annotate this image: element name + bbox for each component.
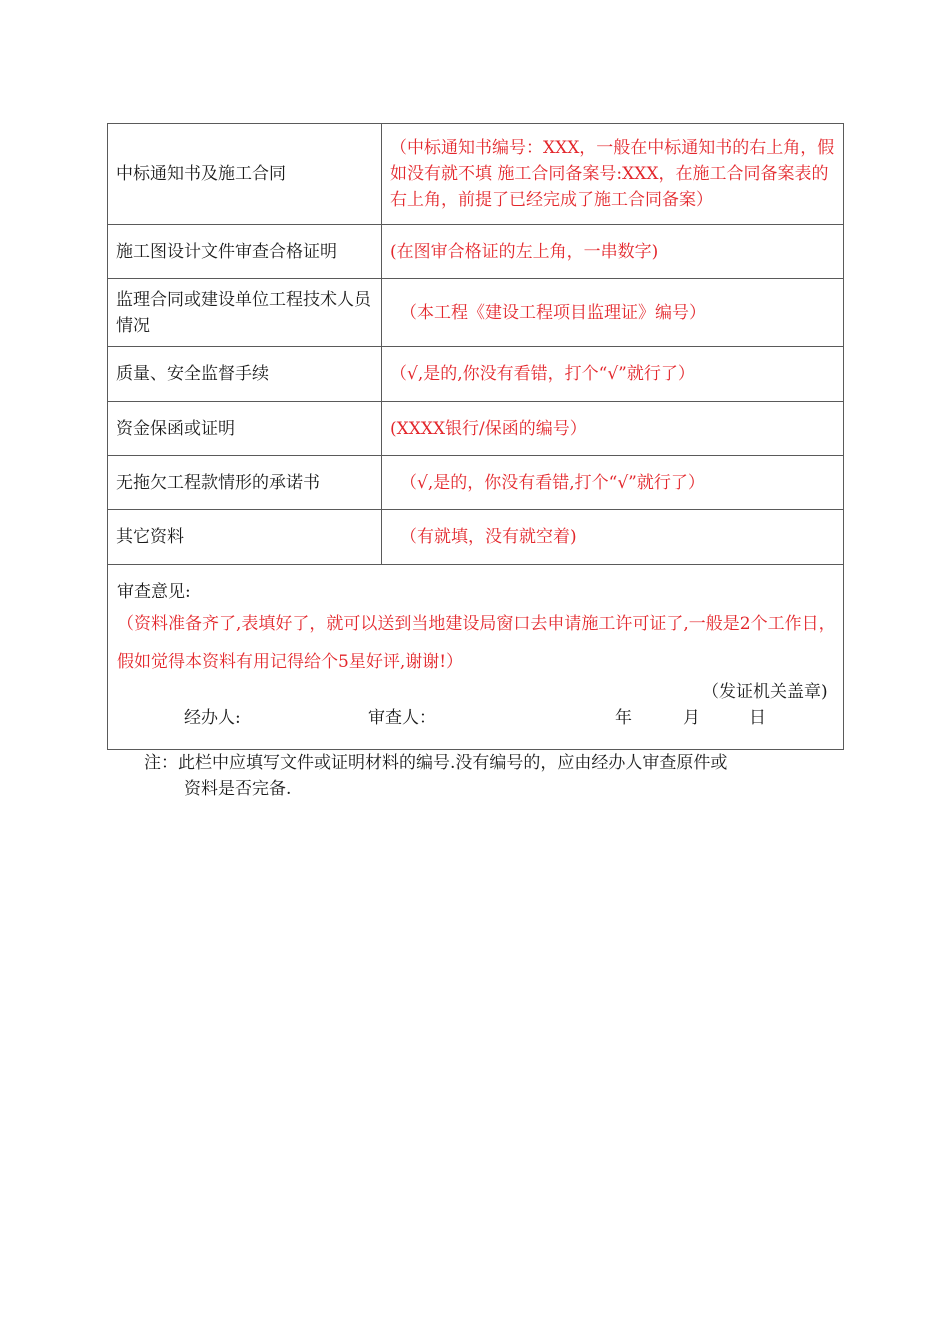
month-label: 月 <box>683 708 700 728</box>
review-row <box>108 565 844 750</box>
table-row <box>108 124 844 225</box>
footnote-line-1: 注：此栏中应填写文件或证明材料的编号.没有编号的，应由经办人审查原件或 <box>144 753 728 773</box>
row-label: 监理合同或建设单位工程技术人员情况 <box>108 279 382 347</box>
review-comment: （资料准备齐了,表填好了，就可以送到当地建设局窗口去申请施工许可证了,一般是2个工作日，假如觉得本资料有用记得给个5星好评,谢谢!） <box>117 614 836 672</box>
row-value: （本工程《建设工程项目监理证》编号） <box>382 279 844 347</box>
review-section <box>108 565 844 750</box>
day-label: 日 <box>749 708 766 728</box>
row-label: 质量、安全监督手续 <box>108 347 382 402</box>
table-row <box>108 225 844 279</box>
table-row <box>108 510 844 565</box>
row-label: 无拖欠工程款情形的承诺书 <box>108 456 382 510</box>
year-label: 年 <box>615 708 632 728</box>
table-row <box>108 279 844 347</box>
table-row <box>108 402 844 456</box>
table-row <box>108 347 844 402</box>
application-form-table <box>107 123 844 750</box>
row-value: （√,是的，你没有看错,打个“√”就行了） <box>382 456 844 510</box>
row-value: （有就填，没有就空着) <box>382 510 844 565</box>
reviewer-label: 审查人： <box>368 708 436 728</box>
handler-label: 经办人: <box>184 708 241 728</box>
row-value: (XXXX银行/保函的编号） <box>382 402 844 456</box>
row-label: 资金保函或证明 <box>108 402 382 456</box>
footnote-line-2: 资料是否完备. <box>184 779 292 799</box>
row-value: (在图审合格证的左上角，一串数字) <box>382 225 844 279</box>
table-row <box>108 456 844 510</box>
row-value: （√,是的,你没有看错，打个“√”就行了） <box>382 347 844 402</box>
footnote <box>144 750 824 802</box>
seal-note: （发证机关盖章) <box>702 682 828 702</box>
row-label: 施工图设计文件审查合格证明 <box>108 225 382 279</box>
review-title: 审查意见: <box>117 582 191 602</box>
row-value: （中标通知书编号：XXX，一般在中标通知书的右上角，假如没有就不填 施工合同备案号:XXX，在施工合同备案表的右上角，前提了已经完成了施工合同备案） <box>382 124 844 225</box>
row-label: 中标通知书及施工合同 <box>108 124 382 225</box>
row-label: 其它资料 <box>108 510 382 565</box>
